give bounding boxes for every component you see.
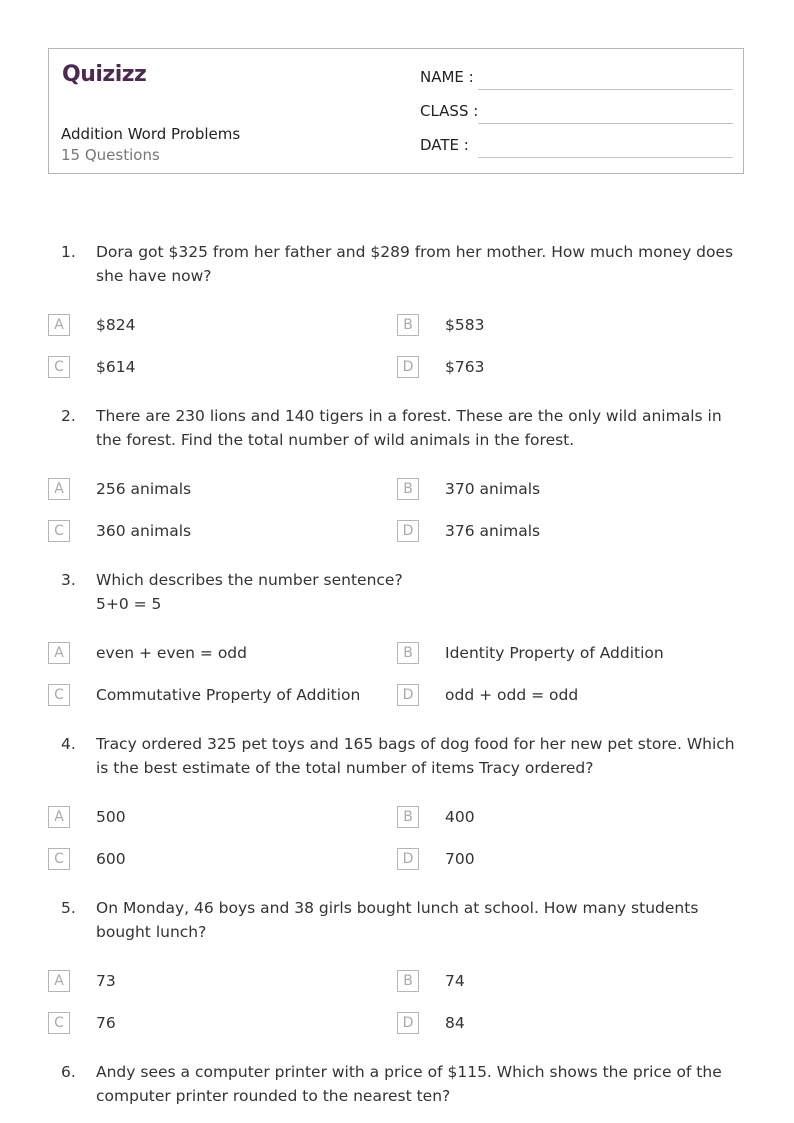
option-text: 74: [445, 972, 465, 990]
option-text: 360 animals: [96, 522, 192, 540]
option-text: even + even = odd: [96, 644, 247, 662]
class-label: CLASS :: [420, 102, 479, 120]
option-text: 700: [445, 850, 475, 868]
question-number: 6.: [61, 1063, 76, 1081]
option-letter: D: [397, 1012, 419, 1034]
option-letter: B: [397, 478, 419, 500]
question-text: [96, 568, 748, 616]
option-letter: B: [397, 970, 419, 992]
date-label: DATE :: [420, 136, 469, 154]
option-text: 76: [96, 1014, 116, 1032]
name-label: NAME :: [420, 68, 474, 86]
date-line[interactable]: [478, 157, 733, 158]
question-text: Dora got $325 from her father and $289 from her mother. How much money does she have now?: [96, 243, 734, 285]
option-text: Commutative Property of Addition: [96, 686, 361, 704]
option-letter: B: [397, 806, 419, 828]
option-letter: D: [397, 520, 419, 542]
option-text: 600: [96, 850, 126, 868]
option-text: 376 animals: [445, 522, 541, 540]
option-text: 73: [96, 972, 116, 990]
option-text: 84: [445, 1014, 465, 1032]
option-text: 256 animals: [96, 480, 192, 498]
question-text: Tracy ordered 325 pet toys and 165 bags of dog food for her new pet store. Which is the best estimate of the total number of items Tracy ordered?: [96, 735, 735, 777]
question-text-line-1: Which describes the number sentence?: [96, 571, 403, 589]
question-text: There are 230 lions and 140 tigers in a forest. These are the only wild animals in the forest. Find the total number of wild animals in the forest.: [96, 407, 722, 449]
option-text: odd + odd = odd: [445, 686, 579, 704]
option-letter: C: [48, 684, 70, 706]
question-number: 1.: [61, 243, 76, 261]
worksheet-title: Addition Word Problems: [61, 125, 241, 143]
name-field[interactable]: [420, 68, 733, 90]
class-field[interactable]: [420, 102, 733, 124]
question-number: 5.: [61, 899, 76, 917]
option-letter: C: [48, 1012, 70, 1034]
question-count: 15 Questions: [61, 146, 160, 164]
class-line[interactable]: [478, 123, 733, 124]
option-letter: C: [48, 520, 70, 542]
option-text: 400: [445, 808, 475, 826]
option-letter: D: [397, 356, 419, 378]
option-letter: B: [397, 314, 419, 336]
option-letter: C: [48, 356, 70, 378]
option-text: $583: [445, 316, 485, 334]
option-letter: A: [48, 314, 70, 336]
question-text: On Monday, 46 boys and 38 girls bought lunch at school. How many students bought lunch?: [96, 899, 699, 941]
option-letter: C: [48, 848, 70, 870]
date-field[interactable]: [420, 136, 733, 158]
option-text: 500: [96, 808, 126, 826]
question-text: Andy sees a computer printer with a price of $115. Which shows the price of the computer printer rounded to the nearest ten?: [96, 1063, 722, 1105]
question-number: 4.: [61, 735, 76, 753]
option-letter: D: [397, 684, 419, 706]
question-number: 2.: [61, 407, 76, 425]
question-number: 3.: [61, 571, 76, 589]
quizizz-logo: [61, 59, 153, 87]
option-letter: A: [48, 642, 70, 664]
option-text: 370 animals: [445, 480, 541, 498]
name-line[interactable]: [478, 89, 733, 90]
option-text: $614: [96, 358, 136, 376]
option-letter: A: [48, 970, 70, 992]
option-text: $763: [445, 358, 485, 376]
option-letter: B: [397, 642, 419, 664]
option-text: Identity Property of Addition: [445, 644, 664, 662]
option-letter: A: [48, 478, 70, 500]
option-text: $824: [96, 316, 136, 334]
svg-text:Quizizz: Quizizz: [62, 62, 147, 87]
option-letter: A: [48, 806, 70, 828]
option-letter: D: [397, 848, 419, 870]
worksheet-header: [48, 48, 744, 174]
question-text-line-2: 5+0 = 5: [96, 595, 162, 613]
